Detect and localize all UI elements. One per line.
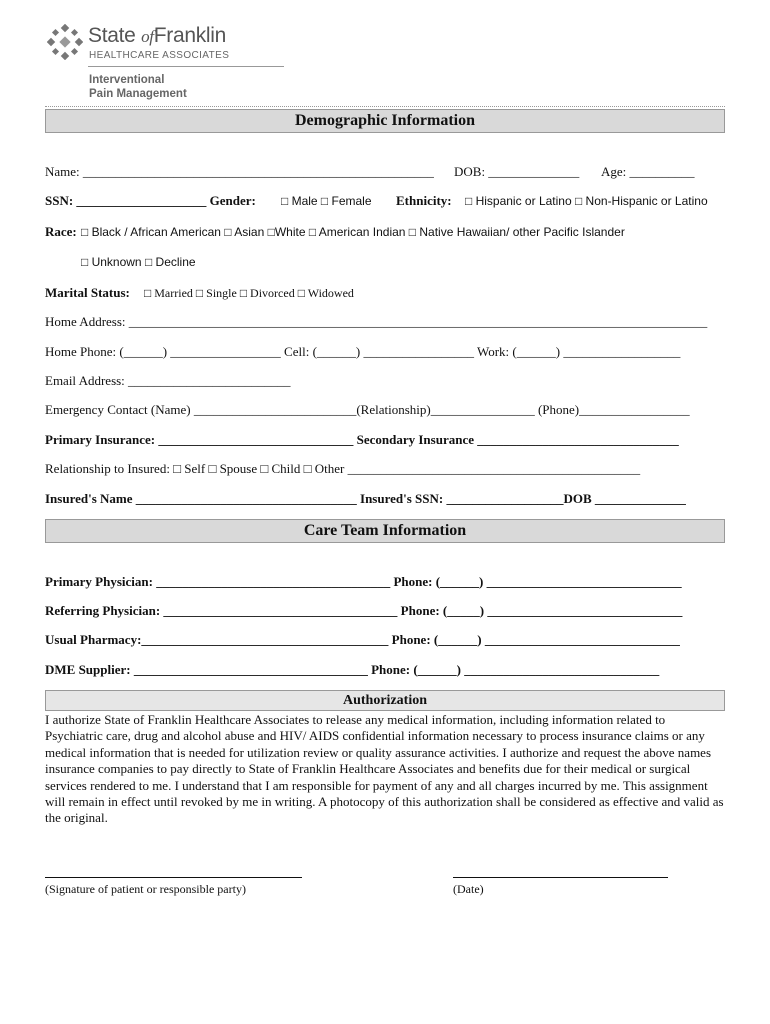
date-line[interactable] [453,877,668,878]
phone-fields[interactable]: Home Phone: (______) _________________ Cell: (______) _________________ Work: (______) __________________ [45,344,681,359]
name-field[interactable]: Name: ______________________________________________________ [45,164,434,179]
brand-name: State ofFranklin [88,24,227,47]
signature-label: (Signature of patient or responsible party) [45,882,246,896]
primary-physician-field[interactable]: Primary Physician: ____________________________________ Phone: (______) ______________________________ [45,574,682,589]
marital-options[interactable]: □ Married □ Single □ Divorced □ Widowed [144,286,354,300]
brand-subtitle: HEALTHCARE ASSOCIATES [89,50,230,61]
signature-line[interactable] [45,877,302,878]
pharmacy-field[interactable]: Usual Pharmacy:______________________________________ Phone: (______) ______________________________ [45,632,680,647]
ethnicity-options[interactable]: □ Hispanic or Latino □ Non-Hispanic or Latino [465,194,708,208]
header-divider [45,106,725,107]
demographic-section-title: Demographic Information [45,109,725,133]
insurance-fields[interactable]: Primary Insurance: ______________________________ Secondary Insurance _______________________________ [45,432,679,447]
relationship-field[interactable]: Relationship to Insured: □ Self □ Spouse □ Child □ Other _____________________________________________ [45,461,641,476]
ethnicity-label: Ethnicity: [396,193,452,208]
insured-name-field[interactable]: Insured's Name __________________________________ Insured's SSN: __________________DOB ______________ [45,491,686,506]
brand-divider [88,66,284,67]
care-team-section-title: Care Team Information [45,519,725,543]
emergency-contact-field[interactable]: Emergency Contact (Name) _________________________(Relationship)________________ (Phone)_________________ [45,402,690,417]
date-label: (Date) [453,882,484,896]
gender-options[interactable]: □ Male □ Female [281,194,372,208]
age-field[interactable]: Age: __________ [601,164,695,179]
dept-line-1: Interventional [89,74,165,86]
dept-line-2: Pain Management [89,88,187,100]
race-label: Race: [45,224,77,239]
logo-icon [47,24,83,60]
home-address-field[interactable]: Home Address: _________________________________________________________________________________________ [45,314,708,329]
dob-field[interactable]: DOB: ______________ [454,164,580,179]
email-field[interactable]: Email Address: _________________________ [45,373,291,388]
ssn-gender-label[interactable]: SSN: ____________________ Gender: [45,193,256,208]
referring-physician-field[interactable]: Referring Physician: ____________________________________ Phone: (_____) ______________________________ [45,603,683,618]
dme-supplier-field[interactable]: DME Supplier: ____________________________________ Phone: (______) ______________________________ [45,662,660,677]
authorization-title: Authorization [45,690,725,711]
race-options[interactable]: □ Black / African American □ Asian □White □ American Indian □ Native Hawaiian/ other Pacific Islander [81,225,625,239]
race-options-2[interactable]: □ Unknown □ Decline [81,255,196,269]
marital-label: Marital Status: [45,285,130,300]
authorization-text: I authorize State of Franklin Healthcare Associates to release any medical information, including information related to Psychiatric care, drug and alcohol abuse and HIV/ AIDS confidential information necessary to process insurance claims or any medical information that is needed for utilization review or quality assurance activities. I authorize and request the above names insurance companies to pay directly to State of Franklin Healthcare Associates and benefits due for their medical or surgical services rendered to me. I understand that I am responsible for payment of any and all charges incurred by me. This assignment will remain in effect until revoked by me in writing. A photocopy of this authorization shall be considered as effective and valid as the original. [45,712,724,826]
